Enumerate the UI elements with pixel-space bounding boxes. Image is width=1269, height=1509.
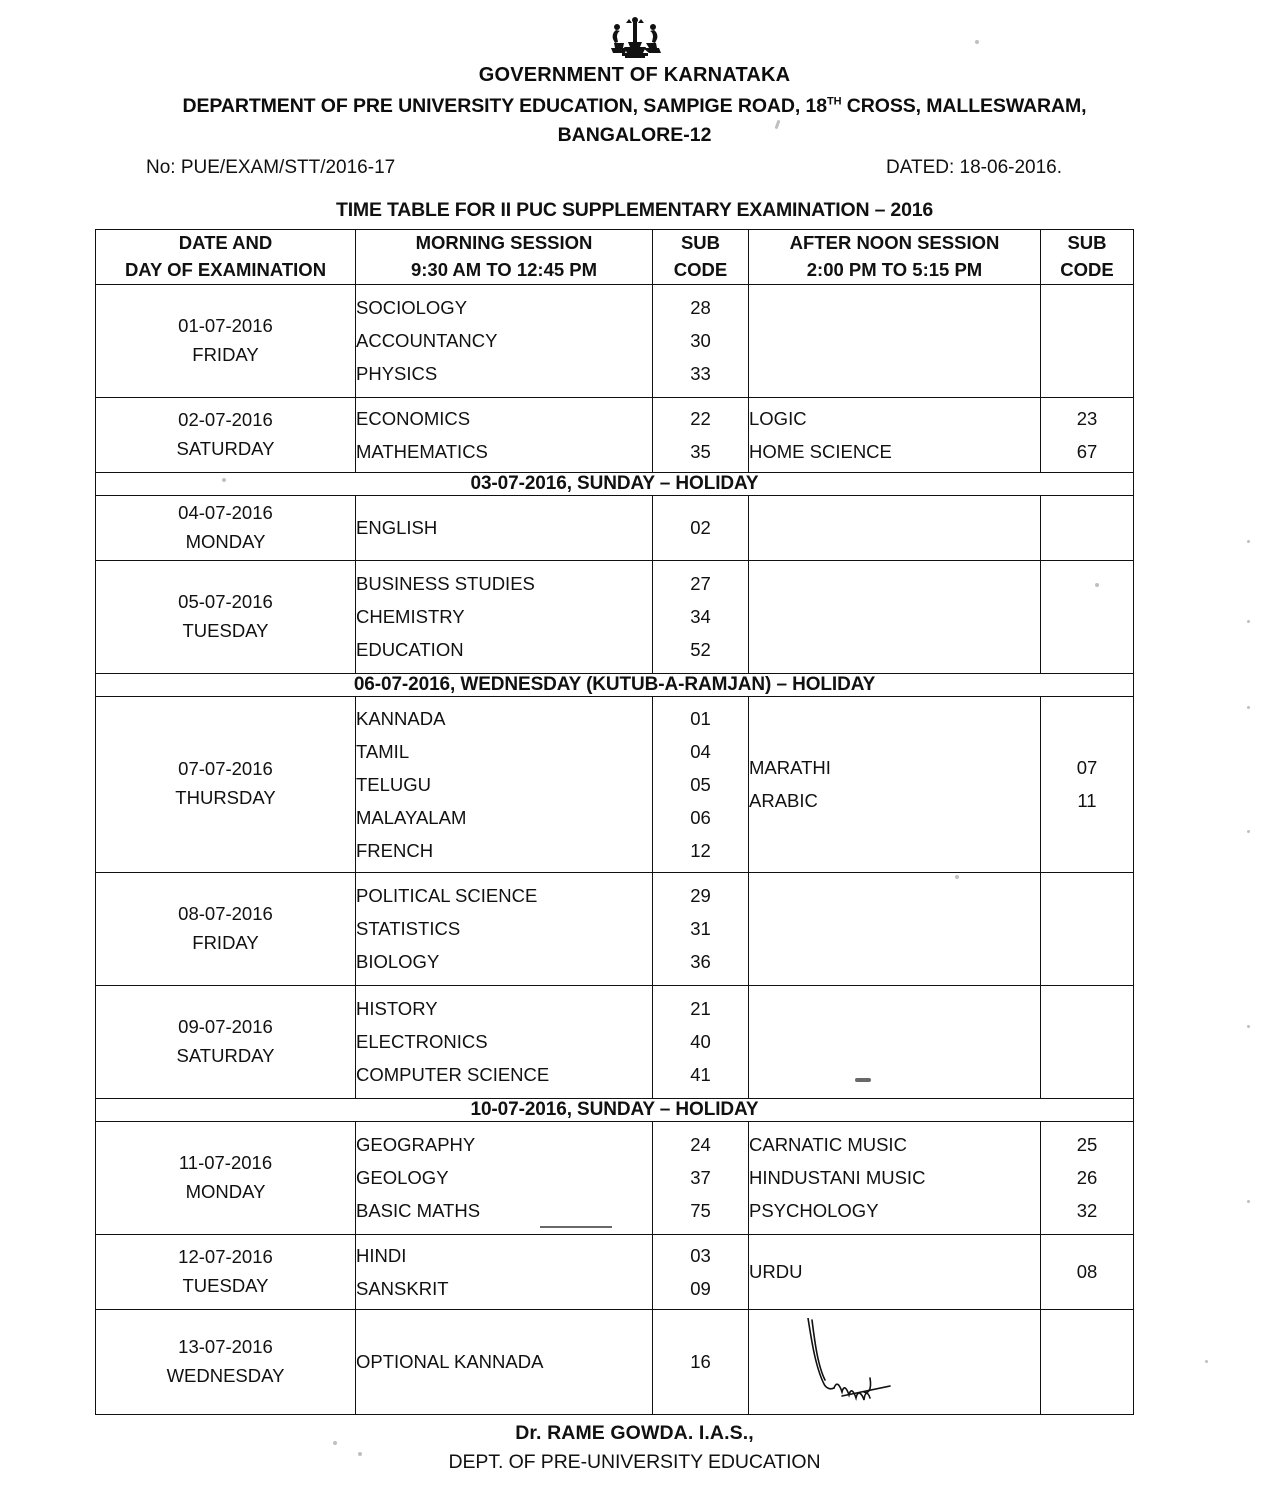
morning-subcode-cell: [653, 985, 749, 1098]
morning-subject-cell-item: ELECTRONICS: [356, 1031, 488, 1053]
morning-subcode-cell-item: 01: [690, 707, 711, 729]
afternoon-subject-cell-item: HOME SCIENCE: [749, 440, 892, 462]
morning-subject-cell-item: CHEMISTRY: [356, 606, 465, 628]
signatory-department: DEPT. OF PRE-UNIVERSITY EDUCATION: [448, 1451, 821, 1473]
morning-subcode-cell-item: 09: [690, 1277, 711, 1299]
reference-number: No: PUE/EXAM/STT/2016-17: [146, 157, 396, 178]
col-header-date-line1: DATE AND: [178, 232, 273, 253]
scan-speck: [1247, 1200, 1250, 1203]
department-title: [0, 95, 1269, 118]
exam-date-cell: [96, 560, 356, 673]
table-row: [96, 872, 1134, 985]
morning-subcode-cell-item: 33: [690, 363, 711, 385]
afternoon-subcode-cell: [1041, 696, 1134, 872]
col-header-date-line2: DAY OF EXAMINATION: [124, 258, 327, 280]
morning-subject-cell-item: ECONOMICS: [356, 407, 471, 429]
col-header-subcode-afternoon-line1: SUB: [1067, 232, 1107, 253]
morning-subcode-cell-item: 28: [690, 297, 711, 319]
exam-date: 04-07-2016: [178, 501, 273, 523]
exam-date: 09-07-2016: [178, 1015, 273, 1037]
page-title: TIME TABLE FOR II PUC SUPPLEMENTARY EXAMINATION – 2016: [335, 199, 934, 221]
afternoon-subcode-cell: [1041, 560, 1134, 673]
morning-subcode-cell-item: 05: [690, 773, 711, 795]
afternoon-subject-cell: [749, 872, 1041, 985]
table-row: [96, 560, 1134, 673]
exam-day: SATURDAY: [176, 1044, 275, 1066]
morning-subject-cell-item: HINDI: [356, 1244, 407, 1266]
morning-subcode-cell: [653, 1121, 749, 1234]
morning-subject-cell: [356, 696, 653, 872]
holiday-label: 10-07-2016, SUNDAY – HOLIDAY: [96, 1098, 1134, 1121]
col-header-morning-line2: 9:30 AM TO 12:45 PM: [410, 258, 598, 280]
exam-date: 01-07-2016: [178, 314, 273, 336]
morning-subject-cell: [356, 284, 653, 397]
afternoon-subject-cell-item: PSYCHOLOGY: [749, 1200, 879, 1222]
timetable-body: [96, 284, 1134, 1414]
morning-subject-cell-item: GEOGRAPHY: [356, 1134, 476, 1156]
col-header-subcode-afternoon-line2: CODE: [1060, 258, 1114, 280]
signatory-name: Dr. RAME GOWDA. I.A.S.,: [515, 1422, 754, 1444]
morning-subject-cell-item: EDUCATION: [356, 639, 464, 661]
morning-subcode-cell-item: 34: [690, 606, 711, 628]
exam-day: MONDAY: [185, 1180, 266, 1202]
col-header-subcode-morning-line1: SUB: [680, 232, 721, 253]
afternoon-subcode-cell-item: 25: [1076, 1134, 1098, 1156]
table-row: [96, 696, 1134, 872]
morning-subcode-cell-item: 22: [690, 407, 711, 429]
afternoon-subject-cell-item: ARABIC: [749, 790, 818, 812]
morning-subcode-cell-item: 40: [690, 1031, 711, 1053]
exam-day: FRIDAY: [192, 931, 259, 953]
scan-speck: [1247, 706, 1250, 709]
morning-subcode-cell: [653, 495, 749, 560]
timetable-container: [95, 229, 1133, 1415]
afternoon-subcode-cell-item: 67: [1076, 440, 1098, 462]
afternoon-subject-cell: [749, 284, 1041, 397]
table-row: [96, 495, 1134, 560]
table-row: [96, 1234, 1134, 1309]
morning-subject-cell-item: TELUGU: [356, 773, 432, 795]
morning-subcode-cell-item: 37: [690, 1167, 711, 1189]
table-row: [96, 1121, 1134, 1234]
scan-speck: [1247, 540, 1250, 543]
scan-speck: [222, 478, 226, 482]
morning-subcode-cell-item: 04: [690, 740, 711, 762]
scan-smudge: [540, 1226, 612, 1228]
morning-subject-cell-item: BUSINESS STUDIES: [356, 573, 535, 595]
exam-day: SATURDAY: [176, 437, 275, 459]
morning-subcode-cell-item: 30: [690, 330, 711, 352]
morning-subject-cell-item: PHYSICS: [356, 363, 438, 385]
col-header-date: [96, 230, 356, 285]
morning-subject-cell-item: TAMIL: [356, 740, 410, 762]
morning-subcode-cell: [653, 284, 749, 397]
afternoon-subcode-cell-item: 07: [1076, 757, 1098, 779]
timetable-head: [96, 230, 1134, 285]
morning-subject-cell-item: POLITICAL SCIENCE: [356, 885, 538, 907]
scan-speck: [955, 875, 959, 879]
morning-subject-cell-item: MALAYALAM: [356, 806, 467, 828]
holiday-label: 06-07-2016, WEDNESDAY (KUTUB-A-RAMJAN) – HOLIDAY: [96, 673, 1134, 696]
scan-speck: [975, 40, 979, 44]
exam-date: 02-07-2016: [178, 408, 273, 430]
morning-subcode-cell-item: 41: [690, 1064, 711, 1086]
afternoon-subject-cell: [749, 696, 1041, 872]
afternoon-subcode-cell: [1041, 985, 1134, 1098]
afternoon-subject-cell-item: HINDUSTANI MUSIC: [749, 1167, 926, 1189]
scan-speck: [1247, 620, 1250, 623]
morning-subject-cell-item: ACCOUNTANCY: [356, 330, 498, 352]
scan-speck: [1205, 1360, 1208, 1363]
exam-date: 07-07-2016: [178, 758, 273, 780]
department-ordinal-suffix: TH: [827, 95, 842, 108]
afternoon-subject-cell: [749, 560, 1041, 673]
exam-day: THURSDAY: [175, 787, 276, 809]
afternoon-subject-cell-item: CARNATIC MUSIC: [749, 1134, 907, 1156]
morning-subcode-cell: [653, 560, 749, 673]
exam-date-cell: [96, 1121, 356, 1234]
morning-subject-cell-item: MATHEMATICS: [356, 440, 488, 462]
morning-subcode-cell-item: 31: [690, 918, 711, 940]
exam-date-cell: [96, 1234, 356, 1309]
table-row: [96, 985, 1134, 1098]
department-title-part2: CROSS, MALLESWARAM,: [841, 95, 1087, 117]
morning-subcode-cell-item: 29: [690, 885, 711, 907]
morning-subject-cell-item: STATISTICS: [356, 918, 461, 940]
karnataka-state-emblem-icon: [604, 16, 666, 60]
afternoon-subcode-cell-item: 23: [1076, 407, 1098, 429]
exam-date-cell: [96, 872, 356, 985]
morning-subject-cell: [356, 872, 653, 985]
afternoon-subcode-cell-item: 26: [1076, 1167, 1098, 1189]
morning-subject-cell-item: SANSKRIT: [356, 1277, 449, 1299]
morning-subcode-cell-item: 52: [690, 639, 711, 661]
holiday-row: [96, 472, 1134, 495]
exam-date-cell: [96, 696, 356, 872]
morning-subject-cell-item: OPTIONAL KANNADA: [356, 1351, 544, 1373]
exam-date: 08-07-2016: [178, 902, 273, 924]
afternoon-subcode-cell: [1041, 284, 1134, 397]
scan-speck: [358, 1452, 362, 1456]
morning-subject-cell-item: BIOLOGY: [356, 951, 440, 973]
afternoon-subcode-cell-item: 08: [1076, 1261, 1098, 1283]
afternoon-subject-cell-item: LOGIC: [749, 407, 807, 429]
emblem-container: [0, 0, 1269, 62]
afternoon-subcode-cell: [1041, 495, 1134, 560]
morning-subject-cell: [356, 560, 653, 673]
afternoon-subject-cell: [749, 1234, 1041, 1309]
morning-subject-cell-item: COMPUTER SCIENCE: [356, 1064, 550, 1086]
morning-subcode-cell-item: 24: [690, 1134, 711, 1156]
document-date: DATED: 18-06-2016.: [886, 157, 1063, 178]
scan-smudge: [855, 1078, 871, 1082]
exam-day: WEDNESDAY: [166, 1364, 285, 1386]
exam-day: TUESDAY: [182, 619, 269, 641]
afternoon-subcode-cell: [1041, 397, 1134, 472]
holiday-row: [96, 1098, 1134, 1121]
scan-speck: [1247, 830, 1250, 833]
exam-date: 05-07-2016: [178, 590, 273, 612]
morning-subcode-cell-item: 27: [690, 573, 711, 595]
exam-day: TUESDAY: [182, 1274, 269, 1296]
signature-block: [0, 1340, 1269, 1474]
exam-day: MONDAY: [185, 530, 266, 552]
morning-subject-cell: [356, 397, 653, 472]
city-line: BANGALORE-12: [557, 124, 712, 146]
col-header-subcode-morning: [653, 230, 749, 285]
department-title-part1: DEPARTMENT OF PRE UNIVERSITY EDUCATION, SAMPIGE ROAD, 18: [182, 95, 827, 117]
exam-date-cell: [96, 495, 356, 560]
morning-subject-cell-item: HISTORY: [356, 998, 438, 1020]
afternoon-subject-cell: [749, 985, 1041, 1098]
morning-subcode-cell-item: 36: [690, 951, 711, 973]
col-header-subcode-morning-line2: CODE: [673, 258, 728, 280]
morning-subcode-cell-item: 02: [690, 517, 711, 539]
morning-subject-cell: [356, 1234, 653, 1309]
morning-subject-cell-item: BASIC MATHS: [356, 1200, 481, 1222]
scan-speck: [1247, 1025, 1250, 1028]
morning-subcode-cell: [653, 397, 749, 472]
col-header-afternoon-line2: 2:00 PM TO 5:15 PM: [806, 258, 983, 280]
table-row: [96, 284, 1134, 397]
scan-speck: [333, 1441, 337, 1445]
col-header-subcode-afternoon: [1041, 230, 1134, 285]
morning-subject-cell: [356, 985, 653, 1098]
holiday-label: 03-07-2016, SUNDAY – HOLIDAY: [96, 472, 1134, 495]
morning-subject-cell-item: KANNADA: [356, 707, 446, 729]
holiday-row: [96, 673, 1134, 696]
morning-subcode-cell-item: 35: [690, 440, 711, 462]
morning-subcode-cell: [653, 696, 749, 872]
scan-speck: [1095, 583, 1099, 587]
morning-subcode-cell: [653, 1234, 749, 1309]
afternoon-subject-cell: [749, 397, 1041, 472]
table-row: [96, 397, 1134, 472]
table-header-row: [96, 230, 1134, 285]
col-header-afternoon: [749, 230, 1041, 285]
morning-subject-cell-item: ENGLISH: [356, 517, 438, 539]
afternoon-subcode-cell: [1041, 1121, 1134, 1234]
afternoon-subcode-cell: [1041, 1234, 1134, 1309]
government-title: GOVERNMENT OF KARNATAKA: [478, 64, 791, 86]
exam-date: 12-07-2016: [178, 1245, 273, 1267]
col-header-morning-line1: MORNING SESSION: [415, 232, 593, 253]
col-header-morning: [356, 230, 653, 285]
morning-subject-cell-item: FRENCH: [356, 839, 434, 861]
exam-date-cell: [96, 397, 356, 472]
morning-subcode-cell-item: 75: [690, 1200, 711, 1222]
col-header-afternoon-line1: AFTER NOON SESSION: [789, 232, 1000, 253]
morning-subcode-cell-item: 16: [690, 1351, 711, 1373]
timetable: [95, 229, 1134, 1415]
morning-subcode-cell-item: 06: [690, 806, 711, 828]
reference-line: [0, 157, 1269, 191]
exam-day: FRIDAY: [192, 343, 259, 365]
afternoon-subject-cell: [749, 495, 1041, 560]
afternoon-subcode-cell: [1041, 872, 1134, 985]
exam-date: 11-07-2016: [178, 1151, 273, 1173]
afternoon-subcode-cell-item: 32: [1076, 1200, 1098, 1222]
exam-date-cell: [96, 284, 356, 397]
morning-subject-cell-item: SOCIOLOGY: [356, 297, 468, 319]
afternoon-subject-cell-item: URDU: [749, 1261, 803, 1283]
afternoon-subject-cell-item: MARATHI: [749, 757, 831, 779]
morning-subject-cell-item: GEOLOGY: [356, 1167, 449, 1189]
morning-subject-cell: [356, 1121, 653, 1234]
morning-subcode-cell-item: 21: [690, 998, 711, 1020]
exam-date-cell: [96, 985, 356, 1098]
exam-date: 13-07-2016: [178, 1335, 273, 1357]
morning-subject-cell: [356, 495, 653, 560]
afternoon-subcode-cell-item: 11: [1077, 790, 1097, 812]
afternoon-subject-cell: [749, 1121, 1041, 1234]
morning-subcode-cell-item: 03: [690, 1244, 711, 1266]
morning-subcode-cell-item: 12: [690, 839, 711, 861]
morning-subcode-cell: [653, 872, 749, 985]
handwritten-signature-icon: [790, 1318, 920, 1428]
